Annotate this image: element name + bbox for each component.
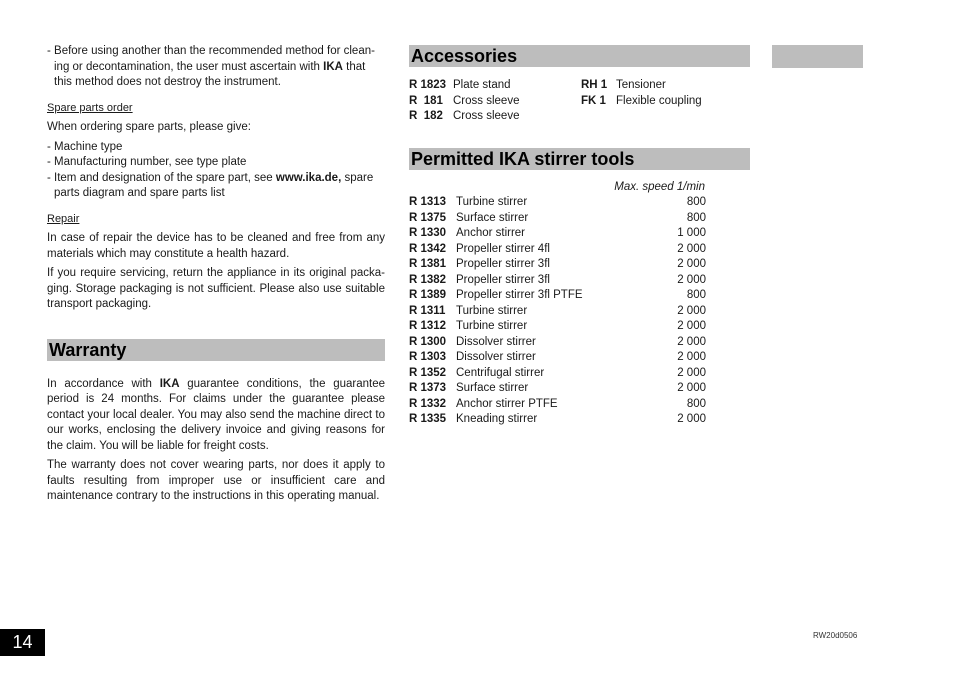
accessories-table	[409, 78, 702, 125]
stirrer-tools-title: Permitted IKA stirrer tools	[409, 148, 750, 170]
table-row	[409, 273, 706, 289]
tool-max-speed: 2 000	[677, 382, 706, 394]
table-row	[409, 381, 706, 397]
table-row	[409, 195, 706, 211]
tool-code: R 1311	[409, 304, 446, 317]
tool-max-speed: 800	[686, 397, 706, 410]
tool-max-speed: 800	[686, 196, 706, 208]
table-row	[409, 397, 706, 413]
spare-parts-item: - Item and designation of the spare part, see www.ika.de, spare parts diagram and spare parts list	[47, 171, 374, 199]
repair-paragraph: If you require servicing, return the appliance in its original packa-ging. Storage packaging is not sufficient. Please also use suitable transport packaging.	[47, 267, 385, 310]
tool-code: R 1312	[409, 320, 447, 332]
spare-parts-intro: When ordering spare parts, please give:	[47, 121, 251, 133]
table-row	[409, 257, 706, 273]
stirrer-tools-table	[409, 195, 706, 428]
tool-name: Turbine stirrer	[456, 196, 528, 208]
tool-name: Anchor stirrer PTFE	[456, 397, 558, 410]
tool-code: R 1300	[409, 335, 447, 348]
tool-max-speed: 2 000	[677, 320, 706, 332]
table-row	[409, 319, 706, 335]
tool-max-speed: 2 000	[677, 335, 706, 348]
table-row	[409, 304, 706, 320]
website-link[interactable]: www.ika.de,	[275, 171, 342, 184]
repair-heading: Repair	[47, 212, 80, 225]
tool-max-speed: 2 000	[677, 304, 706, 317]
tool-max-speed: 2 000	[677, 273, 706, 286]
header-tab-bar	[772, 45, 863, 68]
tool-name: Turbine stirrer	[456, 320, 528, 332]
middle-column	[409, 45, 750, 428]
table-row	[409, 366, 706, 382]
tool-code: R 1389	[409, 289, 447, 301]
tool-name: Turbine stirrer	[456, 304, 528, 317]
table-row	[409, 211, 706, 227]
table-row	[409, 350, 706, 366]
page-number: 14	[0, 629, 45, 656]
table-row	[409, 242, 706, 258]
document-code: RW20d0506	[813, 631, 858, 640]
tool-code: R 1382	[409, 273, 447, 286]
max-speed-header: Max. speed 1/min	[614, 180, 705, 193]
tool-name: Propeller stirrer 3fl PTFE	[456, 289, 583, 301]
tool-code: R 1332	[409, 397, 447, 410]
tool-max-speed: 800	[686, 211, 706, 224]
spare-parts-item: - Machine type	[47, 140, 123, 153]
tool-max-speed: 2 000	[677, 413, 706, 425]
tool-max-speed: 2 000	[677, 366, 706, 379]
tool-name: Surface stirrer	[456, 382, 529, 394]
tool-name: Surface stirrer	[456, 211, 529, 224]
tool-code: R 1335	[409, 413, 447, 425]
tool-code: R 1342	[409, 242, 447, 255]
tool-max-speed: 2 000	[677, 351, 706, 363]
tool-code: R 1375	[409, 211, 447, 224]
tool-max-speed: 2 000	[677, 258, 706, 270]
tool-name: Anchor stirrer	[456, 227, 526, 239]
tool-max-speed: 1 000	[677, 227, 706, 239]
tool-code: R 1373	[409, 382, 447, 394]
tool-code: R 1313	[409, 196, 447, 208]
tool-code: R 1381	[409, 258, 447, 270]
tool-name: Propeller stirrer 4fl	[456, 242, 550, 255]
tool-code: R 1352	[409, 366, 447, 379]
table-row	[409, 288, 706, 304]
warranty-title: Warranty	[47, 339, 385, 361]
tool-name: Propeller stirrer 3fl	[456, 273, 550, 286]
tool-name: Dissolver stirrer	[456, 351, 536, 363]
tool-name: Propeller stirrer 3fl	[456, 258, 550, 270]
tool-name: Centrifugal stirrer	[456, 366, 545, 379]
table-row: R 182 Cross sleeve	[409, 110, 520, 122]
intro-note: - Before using another than the recommended method for clean-ing or decontamination, the user must ascertain with IKA that this method does not destroy the instrument.	[47, 45, 375, 88]
left-column	[47, 44, 385, 505]
spare-parts-heading: Spare parts order	[47, 101, 133, 114]
warranty-paragraph: In accordance with IKA guarantee conditions, the guarantee period is 24 months. For claims under the guarantee please contact your local dealer. You may also send the machine direct to our works, enclosing the delivery invoice and giving reasons for the claim. You will be liable for freight costs.	[47, 377, 385, 452]
table-row	[409, 335, 706, 351]
spare-parts-item: - Manufacturing number, see type plate	[47, 156, 247, 168]
table-row	[409, 412, 706, 428]
tool-max-speed: 2 000	[677, 242, 706, 255]
table-row: R 181 Cross sleeve FK 1 Flexible coupling	[409, 94, 702, 107]
tool-code: R 1330	[409, 227, 447, 239]
table-row	[409, 226, 706, 242]
tool-max-speed: 800	[686, 289, 706, 301]
accessories-title: Accessories	[409, 45, 750, 67]
tool-code: R 1303	[409, 351, 447, 363]
tool-name: Kneading stirrer	[456, 413, 538, 425]
tool-name: Dissolver stirrer	[456, 335, 536, 348]
table-row: R 1823 Plate stand RH 1 Tensioner	[409, 79, 666, 91]
repair-paragraph: In case of repair the device has to be cleaned and free from any materials which may constitute a health hazard.	[47, 232, 385, 260]
warranty-paragraph: The warranty does not cover wearing parts, nor does it apply to faults resulting from improper use or insufficient care and maintenance contrary to the instructions in this operating manual.	[47, 459, 385, 502]
